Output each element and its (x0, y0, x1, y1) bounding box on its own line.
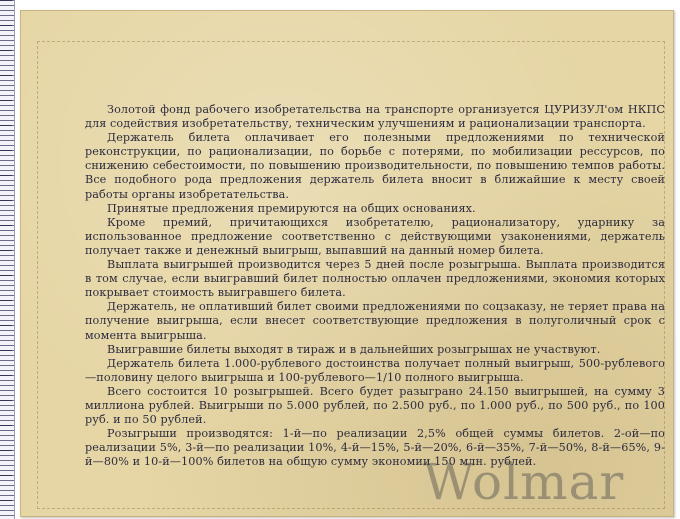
paragraph-bonus: Кроме премий, причитающихся изобретателю, рационализатору, ударнику за использованное предложение соответственно с действующими узаконениями, держатель получает также и денежный выигрыш, выпавший на данный номер билета. (85, 215, 665, 257)
paragraph-payout: Выплата выигрышей производится через 5 дней после розыгрыша. Выплата производится в том случае, если выигравший билет полностью оплачен предложениями, экономия которых покрывает стоимость выигравшего билета. (85, 258, 665, 300)
ruler-tick (0, 400, 12, 401)
ruler-tick (0, 200, 12, 201)
paragraph-fund: Золотой фонд рабочего изобретательства на транспорте организуется ЦУРИЗУЛ'ом НКПС для содействия изобретательству, техническим улучшениям и рационализации транспорта. (85, 103, 665, 131)
ruler-tick (0, 175, 12, 176)
ruler-tick (0, 350, 12, 351)
ruler-tick (0, 0, 12, 1)
ruler-tick (0, 275, 12, 276)
ruler-tick (0, 125, 12, 126)
paragraph-winners: Выигравшие билеты выходят в тираж и в дальнейших розыгрышах не участвуют. (107, 342, 601, 356)
paragraph-draws: Розыгрыши производятся: 1-й—по реализации 2,5% общей суммы билетов. 2-ой—по реализации 5%, 3-й—по реализации 10%, 4-й—15%, 5-й—20%, 6-й—35%, 7-й—50%, 8-й—65%, 9-й—80% и 10-й—100% билетов на общую сумму экономии 150 млн. рублей. (85, 427, 665, 469)
ruler-tick (0, 50, 12, 51)
paragraph-totals: Всего состоится 10 розыгрышей. Всего будет разыграно 24.150 выигрышей, на сумму 3 миллиона рублей. Выигрыши по 5.000 рублей, по 2.500 руб., по 1.000 руб., по 500 руб., по 100 руб. и по 50 рублей. (85, 384, 665, 427)
paragraph-denominations: Держатель билета 1.000-рублевого достоинства получает полный выигрыш, 500-рублевого—половину целого выигрыша и 100-рублевого—1/10 полного выигрыша. (85, 356, 665, 384)
ruler-tick (0, 450, 12, 451)
ruler-tick (0, 425, 12, 426)
ruler-tick (0, 300, 12, 301)
ruler-tick (0, 500, 12, 501)
scale-ruler (0, 0, 15, 519)
ruler-tick (0, 475, 12, 476)
ruler-tick (0, 150, 12, 151)
ruler-tick (0, 225, 12, 226)
watermark-logo: Wolmar (423, 453, 625, 511)
ruler-tick (0, 100, 12, 101)
ruler-tick (0, 250, 12, 251)
paragraph-unpaid: Держатель, не оплативший билет своими предложениями по соцзаказу, не теряет права на получение выигрыша, если внесет соответствующие предложения в полуголичный срок с момента выигрыша. (85, 300, 665, 342)
ruler-tick (0, 325, 12, 326)
ruler-tick (0, 25, 12, 26)
document-text (85, 103, 665, 469)
ruler-tick (0, 375, 12, 376)
document-sheet (20, 10, 674, 517)
paragraph-premiums: Принятые предложения премируются на общих основаниях. (107, 201, 476, 215)
ruler-tick (0, 75, 12, 76)
paragraph-payment: Держатель билета оплачивает его полезными предложениями по технической реконструкции, по рационализации, по борьбе с потерями, по мобилизации рессурсов, по снижению себестоимости, по повышению производительности, по повышению темпов работы. Все подобного рода предложения держатель билета вносит в ближайшие к месту своей работы органы изобретательства. (85, 131, 665, 201)
